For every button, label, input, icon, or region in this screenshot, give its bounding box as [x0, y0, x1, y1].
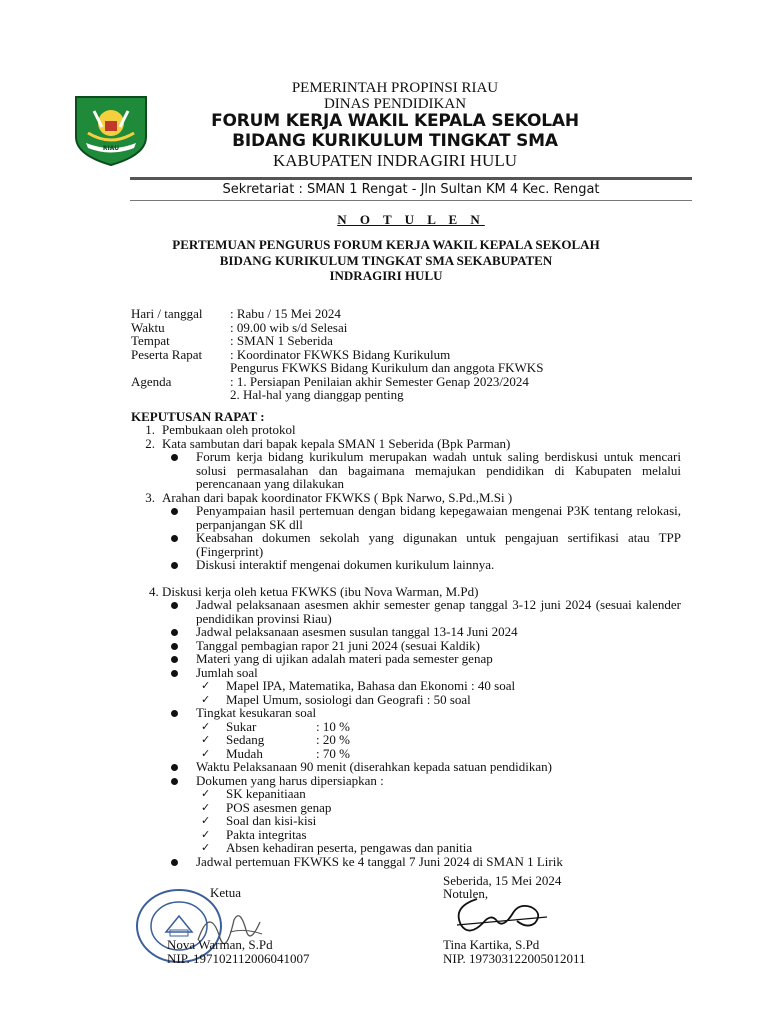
bullet-item: Dokumen yang harus dipersiapkan :	[131, 774, 681, 788]
decisions-heading: KEPUTUSAN RAPAT :	[131, 409, 265, 424]
check-icon: ✓	[201, 841, 211, 854]
header-bidang: BIDANG KURIKULUM TINGKAT SMA	[232, 131, 558, 151]
riau-logo	[72, 93, 150, 167]
svg-text:RIAU: RIAU	[102, 145, 120, 152]
bullet-icon	[171, 454, 178, 461]
bullet-icon	[171, 643, 178, 650]
bullet-item: Jadwal pertemuan FKWKS ke 4 tanggal 7 Juni 2024 di SMAN 1 Lirik	[131, 855, 681, 869]
check-icon: ✓	[201, 800, 211, 814]
bullet-icon	[171, 764, 178, 771]
checklist-item: ✓ POS asesmen genap	[201, 799, 332, 815]
info-key: Agenda	[131, 373, 172, 389]
document-title: N O T U L E N	[337, 212, 485, 227]
info-value: : 1. Persiapan Penilaian akhir Semester Genap 2023/2024	[230, 373, 529, 389]
list-item: 3. Arahan dari bapak koordinator FKWKS ( Bpk Narwo, S.Pd.,M.Si )	[145, 489, 513, 505]
info-value: : Koordinator FKWKS Bidang Kurikulum	[230, 346, 451, 362]
bullet-icon	[171, 629, 178, 636]
bullet-item: Penyampaian hasil pertemuan dengan bidang kepegawaian mengenai P3K tentang relokasi, perpanjangan SK dll	[131, 504, 681, 531]
bullet-icon	[171, 656, 178, 663]
signature-place-date: Seberida, 15 Mei 2024	[443, 873, 562, 888]
list-item: 4. Diskusi kerja oleh ketua FKWKS (ibu Nova Warman, M.Pd)	[149, 583, 479, 599]
info-key: Peserta Rapat	[131, 346, 203, 362]
meeting-title-line: PERTEMUAN PENGURUS FORUM KERJA WAKIL KEPALA SEKOLAH	[172, 237, 600, 252]
bullet-icon	[171, 859, 178, 866]
bullet-icon	[171, 562, 178, 569]
info-value: : SMAN 1 Seberida	[230, 333, 333, 348]
bullet-item: Waktu Pelaksanaan 90 menit (diserahkan kepada satuan pendidikan)	[131, 760, 681, 774]
checklist-item: ✓ Sedang : 20 %	[201, 732, 350, 747]
check-icon: ✓	[201, 733, 211, 746]
checklist-item: ✓ Sukar : 10 %	[201, 718, 350, 734]
signature-role-notulen: Notulen,	[443, 886, 489, 901]
checklist-item: ✓ Soal dan kisi-kisi	[201, 813, 317, 828]
list-item: 2. Kata sambutan dari bapak kepala SMAN 1 Seberida (Bpk Parman)	[145, 435, 511, 451]
list-item: 1. Pembukaan oleh protokol	[145, 422, 296, 437]
check-icon: ✓	[201, 827, 211, 841]
check-icon: ✓	[201, 679, 211, 692]
info-value: Pengurus FKWKS Bidang Kurikulum dan anggota FKWKS	[230, 360, 544, 375]
decisions-list	[131, 423, 681, 868]
bullet-icon	[171, 602, 178, 609]
sekretariat-address: Sekretariat : SMAN 1 Rengat - Jln Sultan KM 4 Kec. Rengat	[222, 182, 600, 197]
info-key: Hari / tanggal	[131, 306, 203, 321]
checklist-item: ✓ Absen kehadiran peserta, pengawas dan panitia	[201, 840, 473, 855]
header-divider-bottom	[130, 200, 692, 201]
bullet-icon	[171, 710, 178, 717]
info-value: : Rabu / 15 Mei 2024	[230, 306, 341, 321]
info-value: 2. Hal-hal yang dianggap penting	[230, 387, 404, 402]
checklist-item: ✓ Mudah : 70 %	[201, 745, 350, 761]
bullet-item: Materi yang di ujikan adalah materi pada semester genap	[131, 652, 681, 666]
meeting-title-line: BIDANG KURIKULUM TINGKAT SMA SEKABUPATEN	[219, 252, 553, 268]
header-department: DINAS PENDIDIKAN	[323, 96, 467, 112]
signature-name-notulen: Tina Kartika, S.Pd	[443, 937, 540, 952]
signature-nip-notulen: NIP. 197303122005012011	[443, 951, 586, 966]
check-icon: ✓	[201, 692, 211, 706]
bullet-icon	[171, 670, 178, 677]
checklist-item: ✓ Pakta integritas	[201, 826, 307, 842]
check-icon: ✓	[201, 814, 211, 827]
signature-role-ketua: Ketua	[210, 885, 242, 900]
header-kabupaten: KABUPATEN INDRAGIRI HULU	[273, 151, 517, 170]
header-government: PEMERINTAH PROPINSI RIAU	[291, 80, 499, 96]
check-icon: ✓	[201, 787, 211, 800]
checklist-item: ✓ Mapel Umum, sosiologi dan Geografi : 50 soal	[201, 691, 471, 707]
bullet-icon	[171, 508, 178, 515]
info-key: Waktu	[131, 319, 165, 335]
meeting-title	[130, 237, 642, 284]
checklist-item: ✓ SK kepanitiaan	[201, 786, 306, 801]
bullet-icon	[171, 535, 178, 542]
check-icon: ✓	[201, 746, 211, 760]
signature-nip-ketua: NIP. 197102112006041007	[167, 951, 310, 966]
signature-name-ketua: Nova Warman, S.Pd	[167, 937, 273, 952]
header-divider-top	[130, 177, 692, 180]
meeting-title-line: INDRAGIRI HULU	[329, 268, 443, 283]
bullet-icon	[171, 778, 178, 785]
bullet-item: Tingkat kesukaran soal	[131, 706, 681, 720]
header-forum: FORUM KERJA WAKIL KEPALA SEKOLAH	[211, 111, 579, 131]
bullet-item: Jadwal pelaksanaan asesmen akhir semester genap tanggal 3-12 juni 2024 (sesuai kalender pendidikan provinsi Riau)	[131, 598, 681, 625]
bullet-item: Jumlah soal	[131, 666, 681, 680]
bullet-item: Diskusi interaktif mengenai dokumen kurikulum lainnya.	[131, 558, 681, 572]
bullet-item: Jadwal pelaksanaan asesmen susulan tanggal 13-14 Juni 2024	[131, 625, 681, 639]
bullet-item: Tanggal pembagian rapor 21 juni 2024 (sesuai Kaldik)	[131, 639, 681, 653]
bullet-item: Keabsahan dokumen sekolah yang digunakan untuk pengajuan sertifikasi atau TPP (Fingerprint)	[131, 531, 681, 558]
check-icon: ✓	[201, 719, 211, 733]
info-value: : 09.00 wib s/d Selesai	[230, 319, 348, 335]
checklist-item: ✓ Mapel IPA, Matematika, Bahasa dan Ekonomi : 40 soal	[201, 678, 516, 693]
info-key: Tempat	[131, 333, 170, 348]
bullet-item: Forum kerja bidang kurikulum merupakan wadah untuk saling berdiskusi untuk mencari solusi permasalahan dan bagaimana memajukan pendidikan di Kabupaten melalui perencanaan yang dilakukan	[131, 450, 681, 491]
